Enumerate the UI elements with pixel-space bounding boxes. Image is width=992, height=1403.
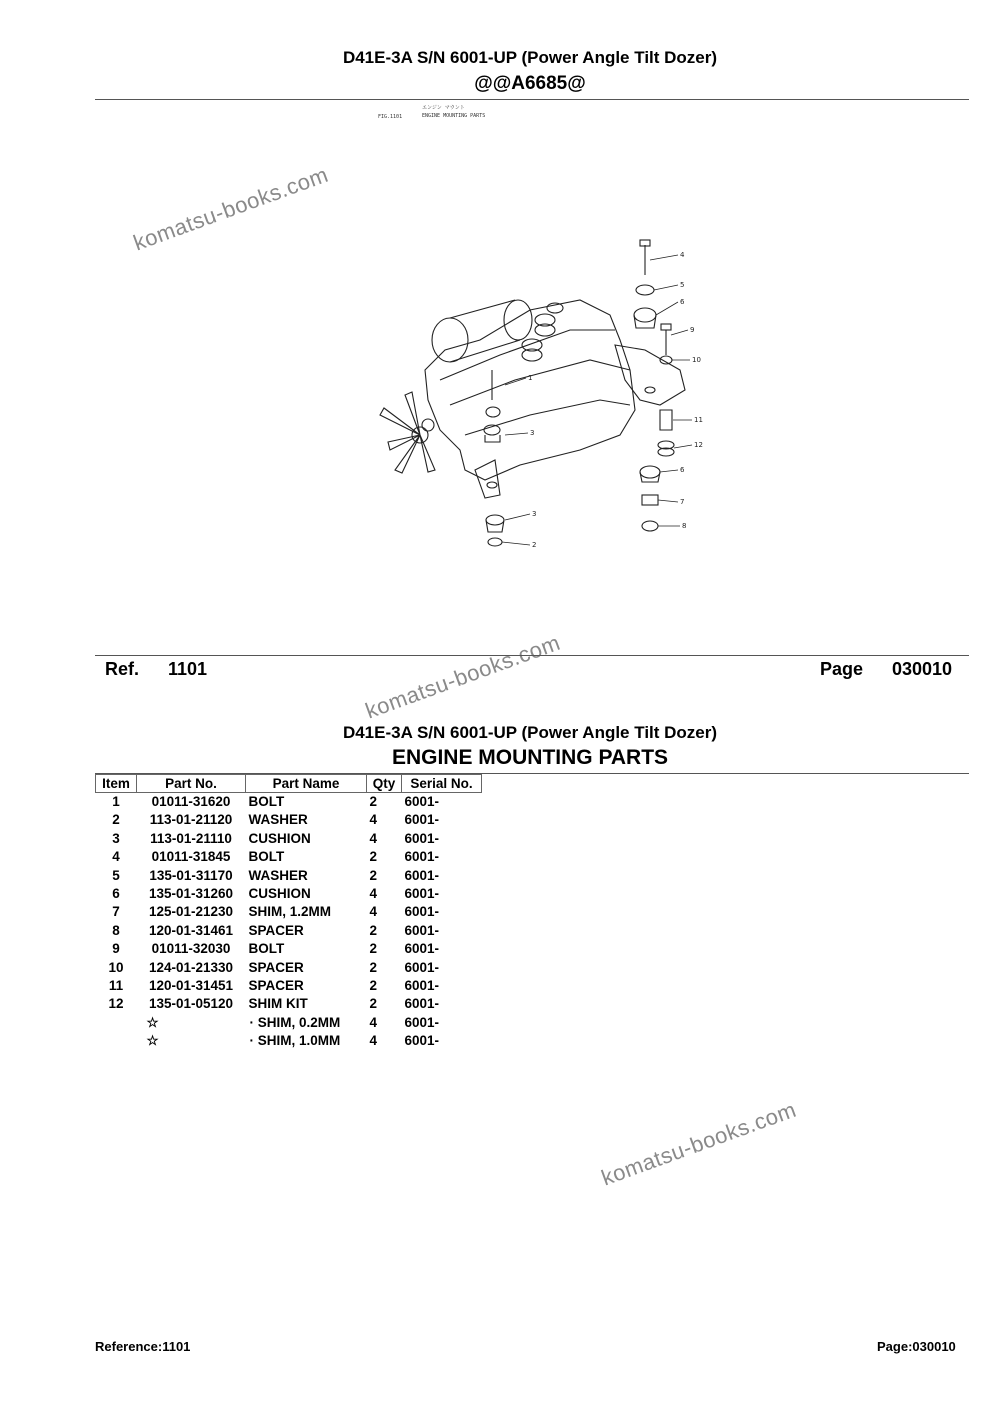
table-row [96,959,482,977]
callout-6b: 6 [680,466,685,474]
cell-part-no: 135-01-31260 [148,886,234,902]
cell-item: 9 [112,941,120,957]
cell-serial-no: 6001- [404,1033,440,1049]
page-label: Page [820,659,864,679]
cell-part-name: · SHIM, 0.2MM [249,1014,341,1030]
table-row [96,885,482,903]
ref-value: 1101 [168,659,208,679]
table-row [96,793,482,812]
cell-item: 1 [112,794,120,809]
cell-serial-no: 6001- [404,904,440,920]
cell-part-name: SHIM KIT [248,996,308,1012]
cell-part-no: 124-01-21330 [148,959,234,975]
cell-part-no: 135-01-05120 [148,996,234,1012]
cell-serial-no: 6001- [404,812,440,828]
table-row [96,903,482,921]
cell-part-no: 113-01-21120 [149,812,233,828]
cell-part-no: 113-01-21110 [150,830,232,846]
cell-part-no: 120-01-31461 [148,922,234,938]
cell-part-no: 135-01-31170 [149,867,233,883]
cell-item: 10 [108,959,124,975]
cell-qty: 4 [369,1014,378,1030]
figure-caption: ENGINE MOUNTING PARTS [422,113,486,119]
cell-qty: 4 [369,812,378,828]
callout-10: 10 [692,356,701,364]
cell-part-no: ☆ [146,1033,159,1049]
cell-qty: 4 [369,886,378,902]
table-row [96,811,482,829]
table-row [96,940,482,958]
parts-table [95,774,482,1051]
cell-part-name: CUSHION [248,830,311,846]
cell-qty: 4 [369,830,378,846]
section-title: ENGINE MOUNTING PARTS [391,746,669,769]
callout-5: 5 [680,281,685,289]
cell-part-no: 01011-31845 [151,849,231,865]
table-row [96,922,482,940]
figure-code: FIG.1101 [378,114,403,120]
cell-item: 2 [112,812,120,828]
table-row [96,995,482,1013]
illustration-code: @@A6685@ [474,73,586,94]
cell-part-name: BOLT [248,941,285,957]
cell-item: 6 [112,886,120,902]
cell-qty: 2 [369,941,378,957]
table-row [96,867,482,885]
cell-qty: 2 [369,996,378,1012]
engine-mounting-illustration [300,220,720,560]
footer-page: Page:030010 [877,1339,956,1354]
callout-11: 11 [694,416,703,424]
table-row [96,830,482,848]
callout-7: 7 [680,498,685,506]
footer-reference: Reference:1101 [95,1339,191,1354]
cell-part-name: SPACER [248,922,304,938]
callout-8: 8 [682,522,687,530]
cell-item [96,1032,137,1050]
col-item: Item [96,775,137,793]
cell-part-name: SPACER [248,978,304,994]
cell-item: 12 [108,996,124,1012]
cell-serial-no: 6001- [404,1014,440,1030]
col-part-name: Part Name [246,775,367,793]
cell-part-name: SPACER [248,959,304,975]
section-model-title: D41E-3A S/N 6001-UP (Power Angle Tilt Dozer) [342,723,718,742]
model-title: D41E-3A S/N 6001-UP (Power Angle Tilt Dozer) [342,48,718,67]
cell-part-name: BOLT [248,794,285,809]
cell-serial-no: 6001- [404,996,440,1012]
cell-qty: 4 [369,1033,378,1049]
cell-part-name: SHIM, 1.2MM [248,904,332,920]
cell-qty: 2 [369,922,378,938]
col-part-no: Part No. [137,775,246,793]
cell-serial-no: 6001- [404,849,440,865]
cell-part-no: 125-01-21230 [148,904,234,920]
cell-item: 8 [112,922,120,938]
callout-6: 6 [680,298,685,306]
callout-3: 3 [532,510,537,518]
cell-serial-no: 6001- [404,959,440,975]
ref-divider [95,655,969,656]
watermark-3: komatsu-books.com [598,1096,800,1191]
cell-serial-no: 6001- [404,941,440,957]
cell-part-name: WASHER [248,867,308,883]
header-divider [95,99,969,100]
cell-part-no: 01011-32030 [151,941,231,957]
cell-part-name: CUSHION [248,886,311,902]
cell-item [96,1014,137,1032]
cell-qty: 2 [369,794,378,809]
cell-item: 7 [112,904,120,920]
cell-part-no: 120-01-31451 [148,978,234,994]
cell-qty: 2 [369,849,378,865]
cell-item: 11 [108,978,124,994]
cell-item: 5 [112,867,120,883]
watermark-2: komatsu-books.com [362,629,564,724]
table-row [96,1014,482,1032]
parts-table-body [96,793,482,1051]
cell-serial-no: 6001- [404,886,440,902]
cell-part-name: WASHER [248,812,308,828]
col-serial-no: Serial No. [402,775,482,793]
cell-serial-no: 6001- [404,794,440,809]
cell-qty: 2 [369,867,378,883]
table-row [96,977,482,995]
cell-serial-no: 6001- [404,978,440,994]
callout-1: 1 [528,374,533,382]
cell-qty: 2 [369,978,378,994]
cell-part-name: · SHIM, 1.0MM [249,1033,341,1049]
cell-qty: 2 [369,959,378,975]
cell-part-no: 01011-31620 [151,794,231,809]
cell-item: 4 [112,849,120,865]
cell-item: 3 [112,830,120,846]
table-row [96,848,482,866]
col-qty: Qty [367,775,402,793]
callout-3b: 3 [530,429,535,437]
cell-serial-no: 6001- [404,867,440,883]
cell-part-no: ☆ [146,1014,159,1030]
callout-2: 2 [532,541,537,549]
table-row [96,1032,482,1050]
watermark-1: komatsu-books.com [130,161,332,256]
table-header-row [96,775,482,793]
callout-12: 12 [694,441,703,449]
cell-part-name: BOLT [248,849,285,865]
ref-label: Ref. [105,659,140,679]
figure-caption-jp: エンジン マウント [422,105,465,111]
page-value: 030010 [892,659,953,679]
cell-serial-no: 6001- [404,830,440,846]
cell-serial-no: 6001- [404,922,440,938]
cell-qty: 4 [369,904,378,920]
callout-9: 9 [690,326,695,334]
callout-4: 4 [680,251,685,259]
